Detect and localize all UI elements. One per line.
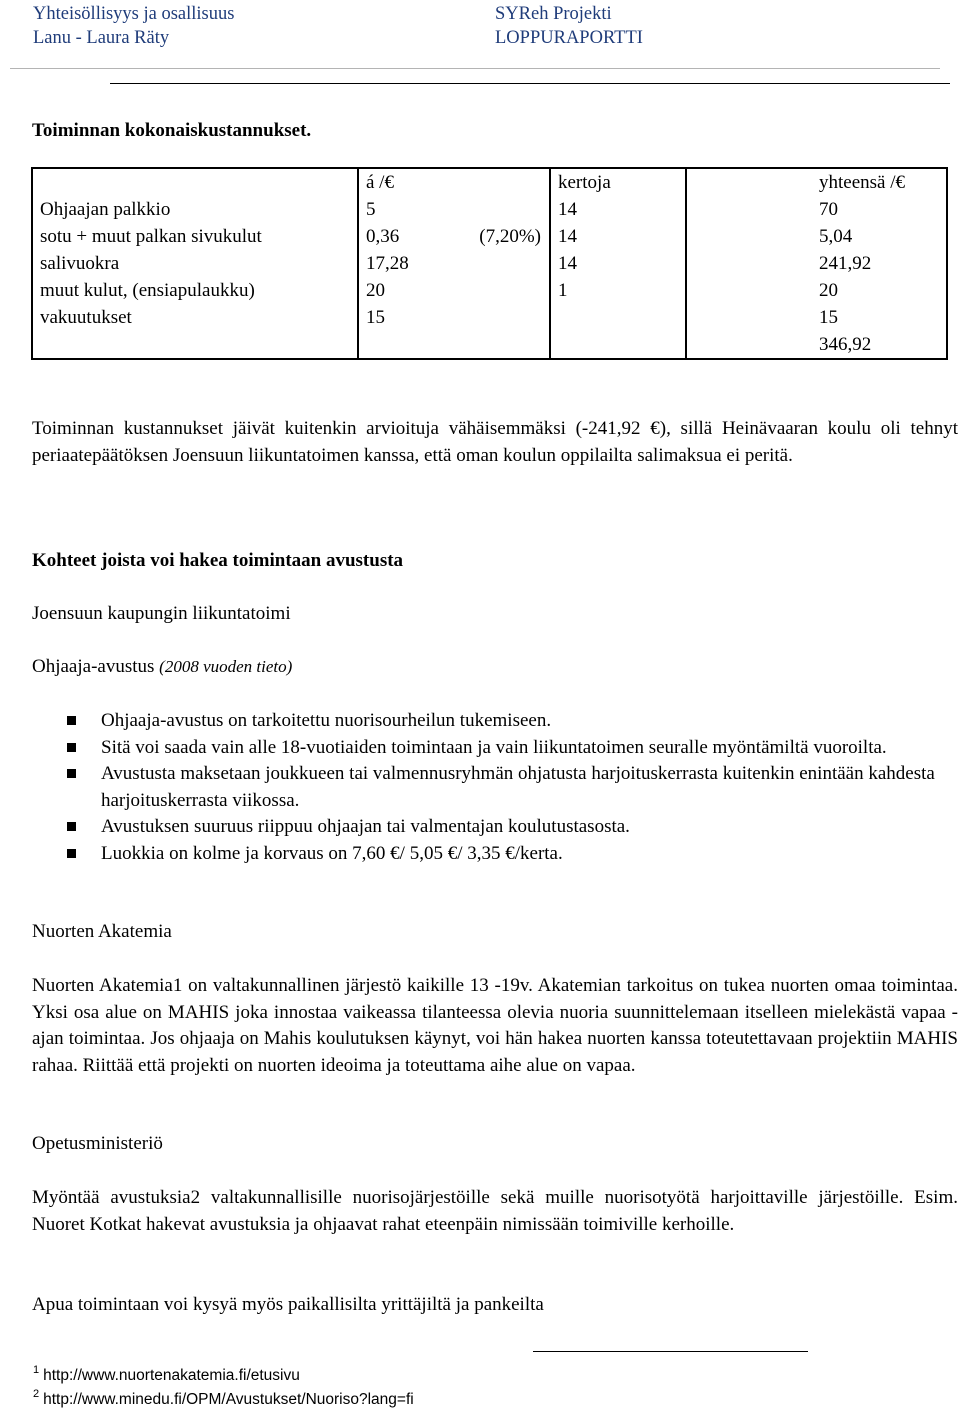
source-liikuntatoimi: Joensuun kaupungin liikuntatoimi [32,603,291,624]
table-header-total-label: yhteensä /€ [819,172,906,193]
table-cell [686,304,947,331]
table-cell: sotu + muut palkan sivukulut [32,223,358,250]
list-item-text: Ohjaaja-avustus on tarkoitettu nuorisourheilun tukemiseen. [101,710,552,731]
table-row [32,277,947,304]
table-cell: salivuokra [32,250,358,277]
table-cell: 15 [358,304,454,331]
table-total-row [32,331,947,359]
list-item-text: Luokkia on kolme ja korvaus on 7,60 €/ 5,05 €/ 3,35 €/kerta. [101,842,563,864]
table-cell [686,331,947,359]
list-item [32,735,947,762]
list-item [32,841,947,868]
ohjaaja-avustus-title: Ohjaaja-avustus [32,656,155,677]
table-cell [550,331,686,359]
table-cell: 20 [358,277,454,304]
nuorten-akatemia-paragraph: Nuorten Akatemia1 on valtakunnallinen järjestö kaikille 13 -19v. Akatemian tarkoitus on tukea nuorten omaa toimintaa. Yksi osa alue on MAHIS joka innostaa vaikeassa tilanteessa olevia nuoria suunnittelemaan itselleen mielekästä vapaa -ajan toimintaa. Jos ohjaaja on Mahis koulutuksen käynyt, voi hän hakea nuorten kanssa toteutettavaan projektiin MAHIS rahaa. Riittää että projekti on nuorten ideoima ja toteuttama aihe alue on vapaa. [32,975,958,1076]
table-cell-value: 20 [819,280,838,301]
table-cell: 17,28 [358,250,454,277]
table-header-cell: á /€ [358,168,550,196]
header-report-type: LOPPURAPORTTI [495,28,643,48]
cost-table [31,167,948,360]
table-cell-value: 15 [819,307,838,328]
bullet-square-icon [67,743,76,752]
footnote-1 [33,1364,300,1385]
table-header-row [32,168,947,196]
table-cell: 0,36 [358,223,454,250]
table-cell [686,196,947,223]
closing-paragraph: Apua toimintaan voi kysyä myös paikallisilta yrittäjiltä ja pankeilta [32,1294,544,1315]
table-cell [686,223,947,250]
table-header-cell: kertoja [550,168,686,196]
list-item [32,761,947,814]
footnote-divider [533,1351,808,1352]
opetusministerio-paragraph: Myöntää avustuksia2 valtakunnallisille nuorisojärjestöille sekä muille nuorisotyötä harjoittaville järjestöille. Esim. Nuoret Kotkat hakevat avustuksia ja ohjaavat rahat eteenpäin nimissään toimiville kerhoille. [32,1187,958,1235]
header-author: Lanu - Laura Räty [33,28,170,48]
table-cell-value: 5,04 [819,226,853,247]
source-nuorten-akatemia: Nuorten Akatemia [32,921,172,942]
footnote-link[interactable]: http://www.nuortenakatemia.fi/etusivu [43,1367,300,1384]
footnote-number: 2 [33,1388,40,1400]
table-row [32,196,947,223]
section-heading: Kohteet joista voi hakea toimintaan avustusta [32,550,404,571]
header-divider [110,83,950,84]
table-cell: 1 [550,277,686,304]
header-left [33,2,234,50]
table-cell [358,331,550,359]
table-cell [32,331,358,359]
table-cell [454,277,550,304]
bullet-square-icon [67,849,76,858]
list-item [32,814,947,841]
table-cell [550,304,686,331]
table-total-value: 346,92 [819,334,872,355]
table-cell: 14 [550,223,686,250]
list-item-text: Avustusta maksetaan joukkueen tai valmennusryhmän ohjatusta harjoituskerrasta kuitenkin enintään kahdesta harjoituskerrasta viikossa. [101,763,935,811]
table-cell [454,250,550,277]
footnote-link[interactable]: http://www.minedu.fi/OPM/Avustukset/Nuoriso?lang=fi [43,1391,414,1408]
list-item-text: Avustuksen suuruus riippuu ohjaajan tai valmentajan koulutustasosta. [101,816,630,837]
table-cell: muut kulut, (ensiapulaukku) [32,277,358,304]
table-cell-value: 70 [819,199,838,220]
ohjaaja-avustus-note: (2008 vuoden tieto) [159,657,293,676]
table-cell: (7,20%) [454,223,550,250]
table-header-cell [32,168,358,196]
table-cell: 14 [550,196,686,223]
bullet-square-icon [67,822,76,831]
footnote-number: 1 [33,1364,40,1376]
table-row [32,304,947,331]
bullet-square-icon [67,716,76,725]
table-cell [454,304,550,331]
header-project-name: SYReh Projekti [495,4,612,24]
footnote-2 [33,1388,414,1409]
table-cell [686,250,947,277]
avustus-bullet-list [32,708,947,867]
list-item [32,708,947,735]
table-header-cell [686,168,947,196]
bullet-square-icon [67,769,76,778]
table-cell: 14 [550,250,686,277]
page-title: Toiminnan kokonaiskustannukset. [32,120,312,141]
source-opetusministerio: Opetusministeriö [32,1133,163,1154]
ohjaaja-avustus-heading [32,656,292,678]
table-row [32,223,947,250]
list-item-text: Sitä voi saada vain alle 18-vuotiaiden toimintaan ja vain liikuntatoimen seuralle myöntämiltä vuoroilta. [101,736,887,758]
cost-summary-paragraph: Toiminnan kustannukset jäivät kuitenkin arvioituja vähäisemmäksi (-241,92 €), sillä Heinävaaran koulu oli tehnyt periaatepäätöksen Joensuun liikuntatoimen kanssa, että oman koulun oppilailta salimaksua ei peritä. [32,418,958,466]
table-cell [454,196,550,223]
table-cell: Ohjaajan palkkio [32,196,358,223]
header-divider-light [10,68,940,69]
table-cell [686,277,947,304]
table-row [32,250,947,277]
table-cell: vakuutukset [32,304,358,331]
header-right [495,2,643,50]
header-project-title: Yhteisöllisyys ja osallisuus [33,4,235,24]
table-cell: 5 [358,196,454,223]
table-cell-value: 241,92 [819,253,872,274]
